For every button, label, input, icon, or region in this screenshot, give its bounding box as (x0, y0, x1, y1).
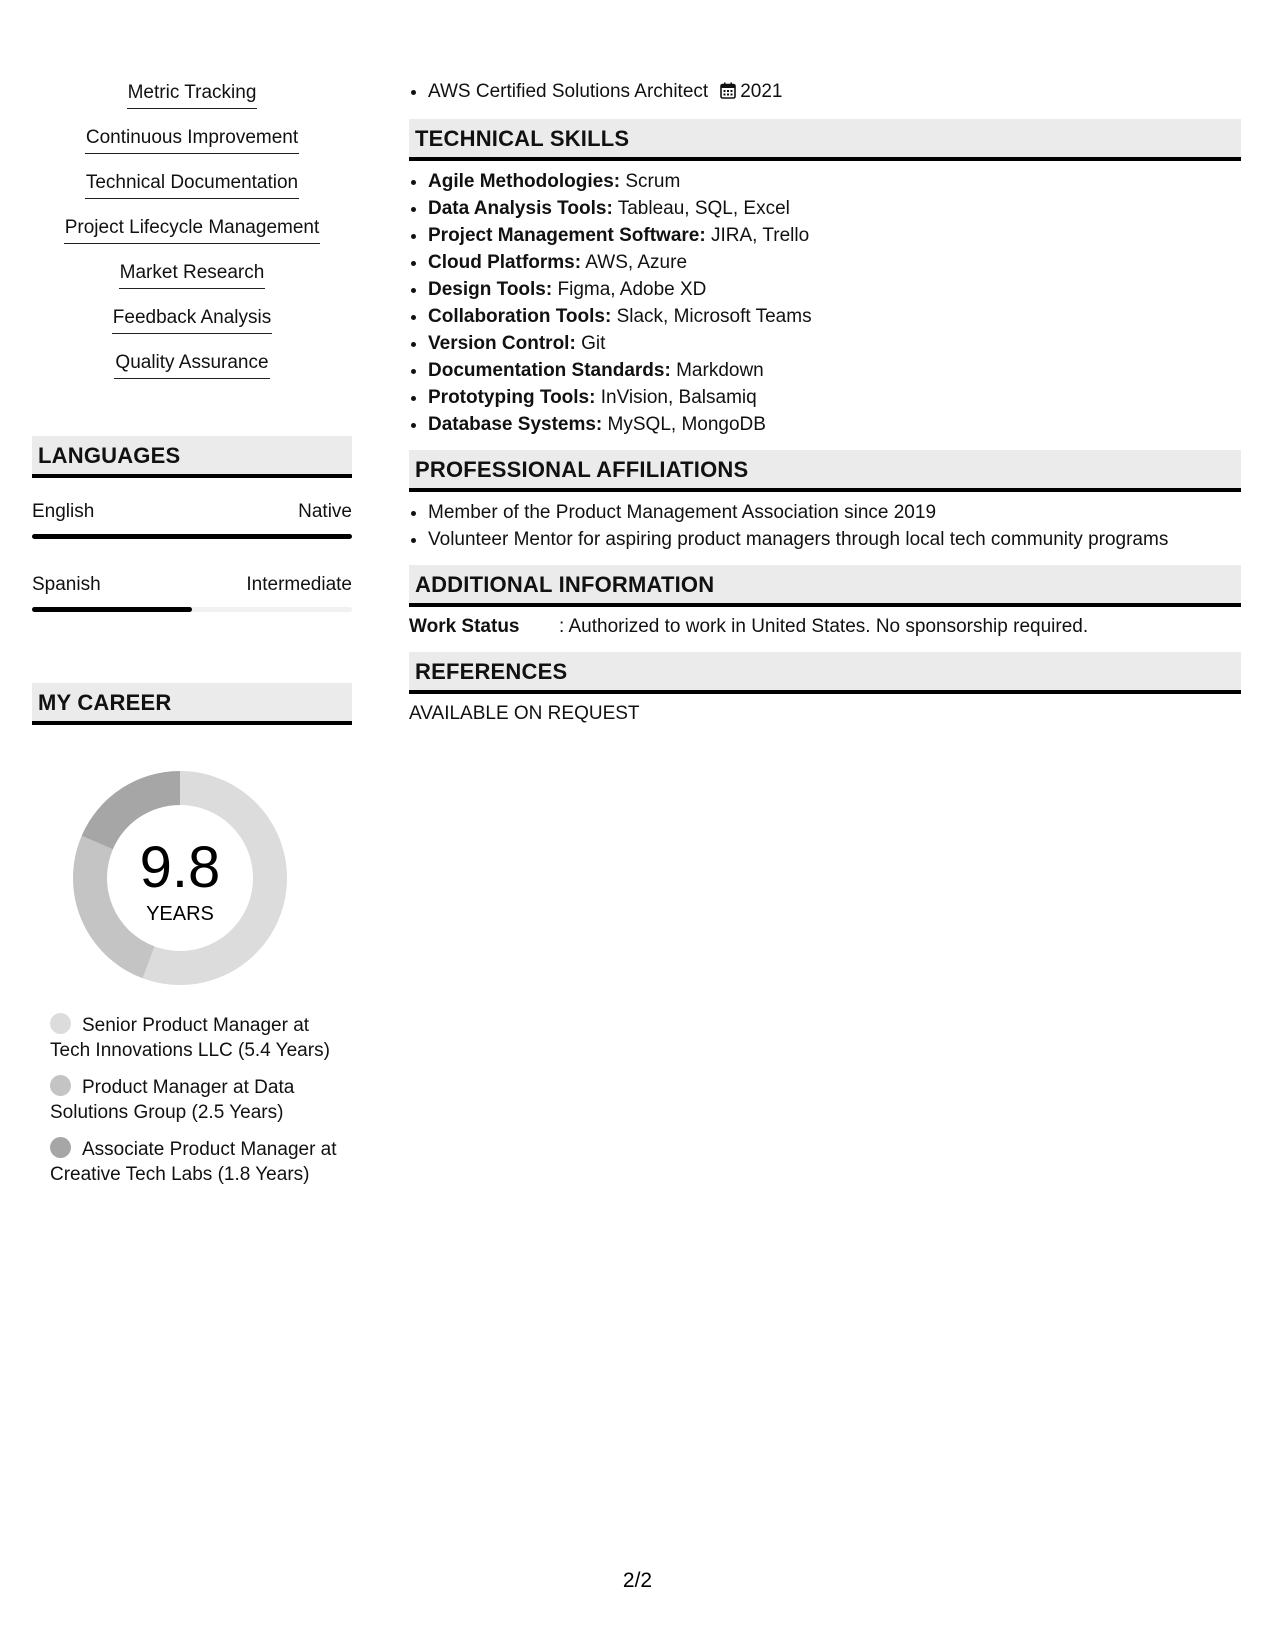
certification-item (428, 78, 1241, 107)
technical-skill-item (428, 276, 1241, 303)
work-status-label: Work Status (409, 616, 520, 637)
career-total-unit: YEARS (146, 903, 214, 925)
language-proficiency-bar (32, 534, 352, 539)
skill-category: Documentation Standards: (428, 360, 671, 381)
career-donut-chart (32, 765, 352, 1005)
affiliation-item: • Member of the Product Management Association since 2019 (428, 499, 1241, 526)
technical-skill-item (428, 330, 1241, 357)
career-legend (32, 1013, 340, 1187)
references-text: AVAILABLE ON REQUEST (409, 703, 640, 724)
affiliations-heading: PROFESSIONAL AFFILIATIONS (409, 450, 1241, 492)
legend-dot (50, 1075, 71, 1096)
technical-skill-item (428, 168, 1241, 195)
skill-category: Data Analysis Tools: (428, 198, 613, 219)
language-level: Intermediate (246, 574, 352, 595)
language-name: English (32, 501, 95, 522)
skill-value: Slack, Microsoft Teams (611, 306, 812, 327)
certification-year: 2021 (740, 81, 783, 102)
additional-info-section (409, 565, 1241, 640)
skill-value: InVision, Balsamiq (595, 387, 757, 408)
technical-skill-item (428, 249, 1241, 276)
language-row (32, 500, 352, 524)
technical-skill-item (428, 303, 1241, 330)
legend-dot (50, 1013, 71, 1034)
skill-value: Figma, Adobe XD (552, 279, 707, 300)
skill-tag: Market Research (119, 260, 266, 289)
work-status-value: : Authorized to work in United States. No sponsorship required. (559, 616, 1089, 637)
technical-skill-item (428, 195, 1241, 222)
technical-skills-heading: TECHNICAL SKILLS (409, 119, 1241, 161)
career-heading: MY CAREER (32, 683, 352, 725)
skill-category: Version Control: (428, 333, 576, 354)
career-legend-item (50, 1013, 340, 1063)
certification-name: AWS Certified Solutions Architect (428, 81, 709, 102)
language-proficiency-fill (32, 607, 192, 612)
skill-tag-list (32, 80, 352, 395)
main-column (409, 78, 1241, 727)
career-total-years: 9.8 (139, 835, 221, 900)
skill-value: Scrum (620, 171, 681, 192)
skill-category: Agile Methodologies: (428, 171, 621, 192)
career-legend-label: Associate Product Manager at Creative Tech Labs (1.8 Years) (50, 1139, 337, 1185)
skill-category: Collaboration Tools: (428, 306, 612, 327)
language-proficiency-fill (32, 534, 352, 539)
technical-skill-item (428, 222, 1241, 249)
career-legend-item (50, 1075, 340, 1125)
references-section (409, 652, 1241, 727)
additional-info-heading: ADDITIONAL INFORMATION (409, 565, 1241, 607)
skill-value: Git (575, 333, 606, 354)
career-legend-item (50, 1137, 340, 1187)
languages-heading: LANGUAGES (32, 436, 352, 478)
language-proficiency-bar (32, 607, 352, 612)
skill-category: Project Management Software: (428, 225, 706, 246)
work-status-row (409, 614, 1241, 640)
skill-category: Database Systems: (428, 414, 603, 435)
skill-category: Design Tools: (428, 279, 553, 300)
technical-skills-section (409, 119, 1241, 438)
technical-skill-item (428, 384, 1241, 411)
language-row (32, 573, 352, 597)
skill-tag: Project Lifecycle Management (64, 215, 321, 244)
affiliations-list (409, 499, 1241, 553)
technical-skill-item (428, 357, 1241, 384)
career-legend-label: Senior Product Manager at Tech Innovations LLC (5.4 Years) (50, 1015, 330, 1061)
languages-section (32, 436, 352, 612)
language-level: Native (298, 501, 352, 522)
skill-value: JIRA, Trello (705, 225, 810, 246)
skill-tag: Metric Tracking (127, 80, 258, 109)
career-section (32, 683, 352, 1199)
page-number: 2/2 (622, 1569, 653, 1592)
career-legend-label: Product Manager at Data Solutions Group (2.5 Years) (50, 1077, 295, 1123)
skill-tag: Feedback Analysis (112, 305, 272, 334)
affiliation-item: • Volunteer Mentor for aspiring product managers through local tech community programs (428, 526, 1241, 553)
legend-dot (50, 1137, 71, 1158)
skill-value: Markdown (670, 360, 764, 381)
skill-tag: Continuous Improvement (85, 125, 299, 154)
language-name: Spanish (32, 574, 101, 595)
skills-column (32, 80, 352, 395)
skill-category: Prototyping Tools: (428, 387, 596, 408)
skill-tag: Quality Assurance (114, 350, 269, 379)
skill-value: AWS, Azure (581, 252, 688, 273)
skill-tag: Technical Documentation (85, 170, 299, 199)
calendar-icon (720, 80, 736, 107)
technical-skill-item (428, 411, 1241, 438)
certification-list (409, 78, 1241, 107)
references-heading: REFERENCES (409, 652, 1241, 694)
skill-category: Cloud Platforms: (428, 252, 582, 273)
skill-value: Tableau, SQL, Excel (612, 198, 790, 219)
technical-skills-list (409, 168, 1241, 438)
skill-value: MySQL, MongoDB (602, 414, 766, 435)
affiliations-section (409, 450, 1241, 553)
